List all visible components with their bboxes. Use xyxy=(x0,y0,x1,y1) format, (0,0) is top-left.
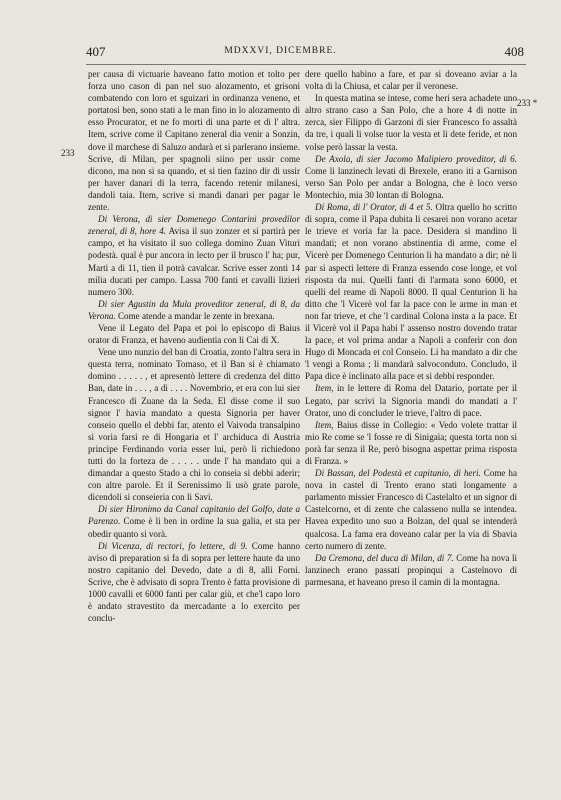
entry-heading: Di Verona, di sier Domenego Contarini provedilor zeneral, di 8, hore 4. xyxy=(88,214,300,237)
page-header xyxy=(0,44,561,64)
paragraph xyxy=(88,213,300,298)
entry-heading: Di sier Agustin da Mula proveditor zeneral, di 8, da Verona. xyxy=(88,298,300,321)
paragraph xyxy=(305,419,517,467)
continued-paragraph xyxy=(88,68,300,213)
entry-text: per causa di victuarie haveano fatto motion et tolto per forza uno cason di pan nel suo alozamento, et grisoni combatendo con loro et sguizari in ordinanza veneno, et portatosi ben, sono stati a le man fino in lo alozamento di esso Procurator, et ne fo morti di una parte et di l' altra. Item, scrive come il Capitano zeneral dia venir a Sonzin, dove il marchese di Saluzo andarà et si parlerano insieme. Scrive, di Milan, per spagnoli siino per ussir come dicono, ma non si sa quando, et si tien fazino dir di ussir per haver danari di la terra, facendo retenir milanesi, dandoli taia. Item, scrive si mandi danari per pagar le zente. xyxy=(88,69,300,213)
entry-text: Baius disse in Collegio: « Vedo volete trattar il mio Re come se 'l fosse re di Sinigaia; questa torta non si porà far senza il Re, però bisogna aspettar prima risposta di Franza. » xyxy=(305,419,517,466)
paragraph xyxy=(88,540,300,625)
paragraph xyxy=(88,503,300,539)
entry-heading: Di Bassan, del Podestà et capitanio, di heri. xyxy=(315,468,481,479)
paragraph xyxy=(88,322,300,346)
entry-text: In questa matina se intese, come heri sera achadete uno altro strano caso a San Polo, che a hore 4 di notte in zerca, sier Filippo di Garzoni di sier Francesco fo assaltà da tre, i quali li volse tuor la vesta et li dete feride, et non volse però lassar la vesta. xyxy=(305,93,517,152)
margin-number-right: 233 * xyxy=(517,98,538,108)
entry-text: Avisa il suo zonzer et si partirà per campo, et ha visitato il suo collega domino Zuan Vituri podestà. qual è pur ancora in lecto per il brusco l' ha; pur, Marti a di 11, tien il potrà cavalcar. Scrive esser zonti 14 milia ducati per campo. Lassa 700 fanti et cavalli lizieri numero 300. xyxy=(88,226,300,297)
entry-heading: Di sier Hironimo da Canal capitanio del Golfo, date a Parenzo. xyxy=(88,504,300,527)
paragraph xyxy=(305,382,517,418)
paragraph xyxy=(305,92,517,152)
entry-text: dere quello habino a fare, et par si doveano aviar a la volta di la Chiusa, et calar per il veronese. xyxy=(305,69,517,92)
header-rule xyxy=(86,64,526,65)
entry-text: Come atende a mandar le zente in brexana. xyxy=(115,310,275,321)
paragraph xyxy=(305,552,517,588)
entry-heading: Da Cremona, del duca di Milan, di 7. xyxy=(315,552,454,563)
running-title: MDXXVI, DICEMBRE. xyxy=(224,46,337,56)
paragraph xyxy=(305,153,517,201)
right-column xyxy=(305,68,517,780)
margin-number-left: 233 xyxy=(61,148,75,158)
left-column xyxy=(88,68,300,780)
entry-heading: Di Roma, di l' Orator, di 4 et 5. xyxy=(315,202,433,213)
entry-heading: De Axola, di sier Jacomo Malipiero proveditor, di 6. xyxy=(315,153,517,164)
entry-text: Oltra quello ho scritto di sopra, come il Papa dubita li cesarei non vorano acetar le trieve et voria far la pace. Desidera si mandino li mandati; et non vorano abstinentia di arme, come el Vicerè per Domenego Centurion li ha mandato a dir; nè li par si aspecti lettere di Franza essendo cose longe, et vol risposta da nui. Quelli fanti di l'armata sono 6000, et quelli del reame di Napoli 8000. Il qual Centurion li ha ditto che 'l Vicerè vol far la pace con le arme in man et non far trieve, et che 'l cardinal Colona insta a la pace. Et il Vicerè vol il Papa habi l' assenso nostro dovendo tratar la pace, et vol prima andar a Napoli a conferir con don Hugo di Moncada et col Conseio. Li ha mandato a dir che 'l vengi a Roma ; li mandarà salvoconduto. Concludo, il Papa dice è inclinato alla pace et si debbi responder. xyxy=(305,202,517,382)
entry-text: Come hanno aviso di preparation si fa di sopra per lettere haute da uno nostro capitanio del Devedo, date a di 8, alli Forni. Scrive, che è advisato di sopra Trento è fatta provisione di 1000 cavalli et 6000 fanti per calar giù, et che'l capo loro è andato stravestito da mercadante a lo exercito per conclu- xyxy=(88,540,300,624)
right-page-number: 408 xyxy=(504,44,524,59)
entry-text: Come è li ben in ordine la sua galia, et sta per obedir quanto si vorà. xyxy=(88,516,300,539)
continued-paragraph xyxy=(305,68,517,92)
paragraph xyxy=(305,201,517,382)
entry-heading: Item, xyxy=(315,419,334,430)
entry-heading: Item, xyxy=(315,383,334,394)
entry-heading: Di Vicenza, di rectori, fo lettere, di 9. xyxy=(98,540,248,551)
paragraph xyxy=(305,467,517,552)
paragraph xyxy=(88,346,300,503)
entry-text: Vene il Legato del Papa et poi lo episcopo di Baius orator di Franza, et haveno audientia con li Cai di X. xyxy=(88,322,300,346)
entry-text: Vene uno nunzio del ban di Croatia, zonto l'altra sera in questa terra, nominato Tomaso, et il Ban si è chiamato domino . . . . . , et apresentò lettere di credenza del ditto Ban, date in . . . , a dì . . . . Novembrio, et era con lui sier Francesco di Zuane da la Seda. El disse come il suo signor l' havia mandato a questa Signoria per haver conseio quello el debbi far, atento el Vaivoda transalpino si voria farsi re di Hongaria et l' archiduca di Austria principe Ferdinando voria esser lui, però li richiedono tutti do la forteza de . . . . . unde l' ha mandato qui a dimandar a questo Stado a chi lo conseia si debbi aderir; con altre parole. Et il Serenissimo li usò grate parole, dicendoli si conseieria con li Savi. xyxy=(88,347,300,503)
entry-text: Come ha nova in castel di Trento erano stati longamente a parlamento missier Francesco di Castelalto et un signor di Castelcorno, et di zente che calasseno nulla se intendea. Havea expedito uno suo a Bolzan, del qual se intenderà qualcosa. La fama era doveano calar per la via di Sbavia certo numero di zente. xyxy=(305,468,517,551)
entry-text: in le lettere di Roma del Datario, portate per il Legato, par scrivi la Signoria mandi do mandati a l' Orator, uno di concluder le trieve, l'altro di pace. xyxy=(305,383,517,418)
left-page-number: 407 xyxy=(86,44,106,59)
paragraph xyxy=(88,298,300,322)
entry-text: Come li lanzinech levati di Brexele, erano iti a Garnison verso San Polo per andar a Bologna, che è loco verso Montechio, mia 30 lontan di Bologna. xyxy=(305,165,517,200)
entry-text: Come ha nova li lanzinech erano passati propinqui a Castelnovo di parmesana, et haveano preso il camin di la montagna. xyxy=(305,552,517,587)
